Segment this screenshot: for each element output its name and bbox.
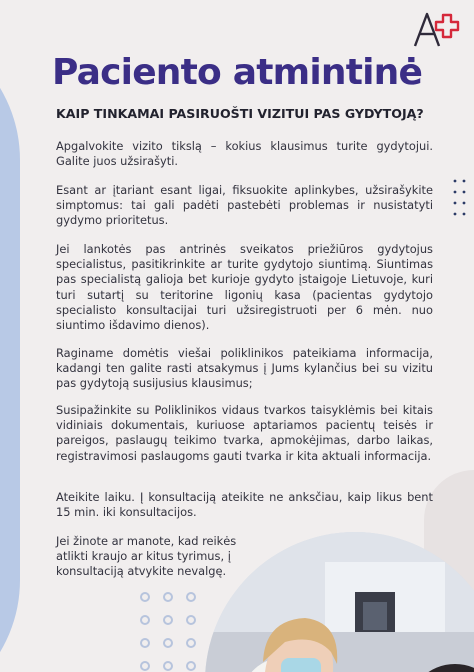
tip-paragraph-2: Esant ar įtariant esant ligai, fiksuokite aplinkybes, užsirašykite simptomus: tai gali padėti pastebėti problemas ir nusistatyti gydymo prioritetus. (56, 183, 433, 228)
cross-a-logo-icon (412, 8, 466, 48)
decorative-blue-shape (0, 20, 20, 672)
tip-paragraph-1: Apgalvokite vizito tikslą – kokius klausimus turite gydytojui. Galite juos užsirašyti. (56, 139, 433, 169)
tip-paragraph-5: Susipažinkite su Poliklinikos vidaus tvarkos taisyklėmis bei kitais vidiniais dokumentais, kuriuose aptariamos pacientų teisės ir pareigos, paslaugų teikimo tvarka, apmokėjimas, darbo laikas, registravimosi paslaugoms gauti tvarka ir kita aktuali informacija. (56, 403, 433, 463)
tip-paragraph-4: Raginame domėtis viešai poliklinikos pateikiama informacija, kadangi ten galite rasti atsakymus į Jums kylančius bei su vizitu pas gydytoją susijusius klausimus; (56, 346, 433, 391)
tip-paragraph-3: Jei lankotės pas antrinės sveikatos priežiūros gydytojus specialistus, pasitikrinkite ar turite gydytojo siuntimą. Siuntimas pas specialistą galioja bet kuriojе gydyto įstaigoje Lietuvoje, kuri turi sutartį su teritorine ligonių kasa (pacientas gydytojo specialisto konsultacijai turi užsiregistruoti per 6 mėn. nuo siuntimo išdavimo dienos). (56, 242, 433, 333)
tip-paragraph-6: Ateikite laiku. Į konsultaciją ateikite ne anksčiau, kaip likus bent 15 min. iki konsultacijos. (56, 490, 433, 520)
tip-paragraph-7: Jei žinote ar manote, kad reikės atlikti kraujo ar kitus tyrimus, į konsultaciją atvykite nevalgę. (56, 534, 237, 579)
page-subtitle: KAIP TINKAMAI PASIRUOŠTI VIZITUI PAS GYDYTOJĄ? (56, 106, 424, 121)
decorative-dots-right (452, 178, 468, 218)
page-title: Paciento atmintinė (52, 52, 423, 93)
decorative-dots-bottom (138, 590, 198, 672)
